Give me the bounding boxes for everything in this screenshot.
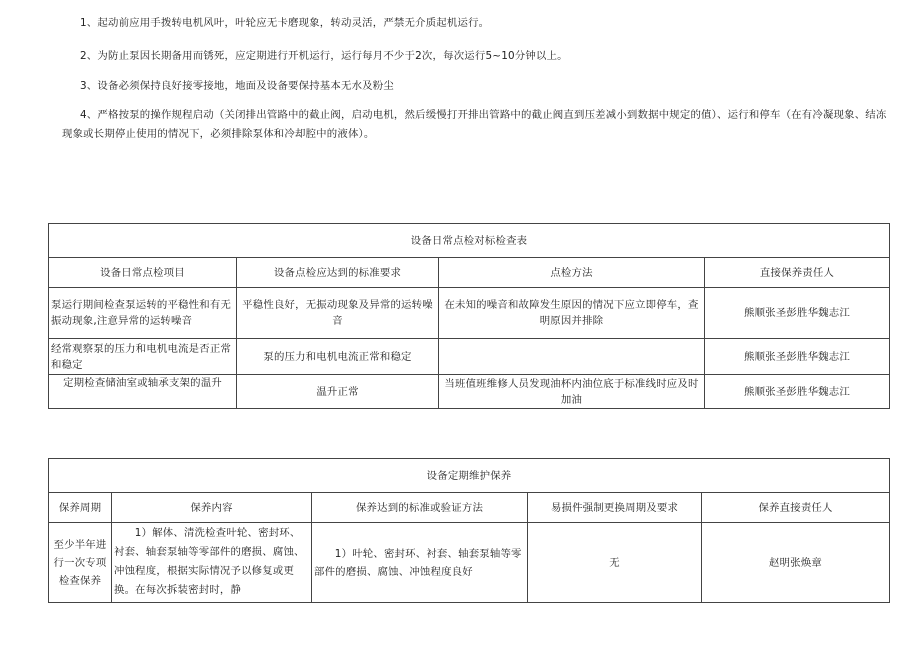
table-cell: 温升正常 (237, 375, 439, 409)
paragraph-1-text: 1、起动前应用手拨转电机风叶，叶轮应无卡磨现象，转动灵活，严禁无介质起机运行。 (80, 17, 490, 29)
table-row (49, 288, 890, 339)
table1-header-responsible: 直接保养责任人 (705, 258, 890, 288)
table2-header-content: 保养内容 (112, 493, 312, 523)
table-row (49, 523, 890, 603)
paragraph-1 (62, 14, 892, 33)
table-cell: 无 (528, 523, 702, 603)
table-cell: 至少半年进行一次专项检查保养 (49, 523, 112, 603)
table2-header-cycle: 保养周期 (49, 493, 112, 523)
table-cell: 泵的压力和电机电流正常和稳定 (237, 339, 439, 375)
table-cell: 熊顺张圣彭胜华魏志江 (705, 339, 890, 375)
paragraph-4-text: 4、严格按泵的操作规程启动（关闭排出管路中的截止阀，启动电机，然后缓慢打开排出管路中的截止阀直到压差减小到数据中规定的值）、运行和停车（在有冷凝现象、结冻现象或长期停止使用的情况下，必须排除泵体和冷却腔中的液体）。 (62, 109, 887, 140)
table-cell: 经常观察泵的压力和电机电流是否正常和稳定 (49, 339, 237, 375)
table-cell: 平稳性良好，无振动现象及异常的运转噪音 (237, 288, 439, 339)
table-cell: 1）解体、清洗检查叶轮、密封环、衬套、轴套泵轴等零部件的磨损、腐蚀、冲蚀程度，根据实际情况予以修复或更换。在每次拆装密封时，静 (112, 523, 312, 603)
periodic-maintenance-table (48, 458, 890, 603)
daily-inspection-table (48, 223, 890, 409)
table-row (49, 339, 890, 375)
table2-header-replacement: 易损件强制更换周期及要求 (528, 493, 702, 523)
paragraph-2 (62, 47, 892, 66)
table1-header-item: 设备日常点检项目 (49, 258, 237, 288)
table-cell: 泵运行期间检查泵运转的平稳性和有无振动现象,注意异常的运转噪音 (49, 288, 237, 339)
table2-title: 设备定期维护保养 (49, 459, 890, 493)
table-row (49, 375, 890, 409)
table-cell: 定期检查储油室或轴承支架的温升 (49, 375, 237, 409)
table1-title: 设备日常点检对标检查表 (49, 224, 890, 258)
table-cell (439, 339, 705, 375)
table-cell: 1）叶轮、密封环、衬套、轴套泵轴等零部件的磨损、腐蚀、冲蚀程度良好 (312, 523, 528, 603)
table2-header-responsible: 保养直接责任人 (702, 493, 890, 523)
table-cell: 赵明张焕章 (702, 523, 890, 603)
table1-header-standard: 设备点检应达到的标准要求 (237, 258, 439, 288)
table2-header-standard: 保养达到的标准或验证方法 (312, 493, 528, 523)
table-cell: 熊顺张圣彭胜华魏志江 (705, 375, 890, 409)
table1-header-method: 点检方法 (439, 258, 705, 288)
paragraph-3 (62, 77, 892, 96)
table-cell: 熊顺张圣彭胜华魏志江 (705, 288, 890, 339)
paragraph-4 (62, 106, 892, 144)
table-cell: 当班值班维修人员发现油杯内油位底于标准线时应及时加油 (439, 375, 705, 409)
paragraph-3-text: 3、设备必须保持良好接零接地，地面及设备要保持基本无水及粉尘 (80, 80, 394, 92)
table-cell: 在未知的噪音和故障发生原因的情况下应立即停车，查明原因并排除 (439, 288, 705, 339)
paragraph-2-text: 2、为防止泵因长期备用而锈死，应定期进行开机运行，运行每月不少于2次，每次运行5~10分钟以上。 (80, 50, 568, 62)
